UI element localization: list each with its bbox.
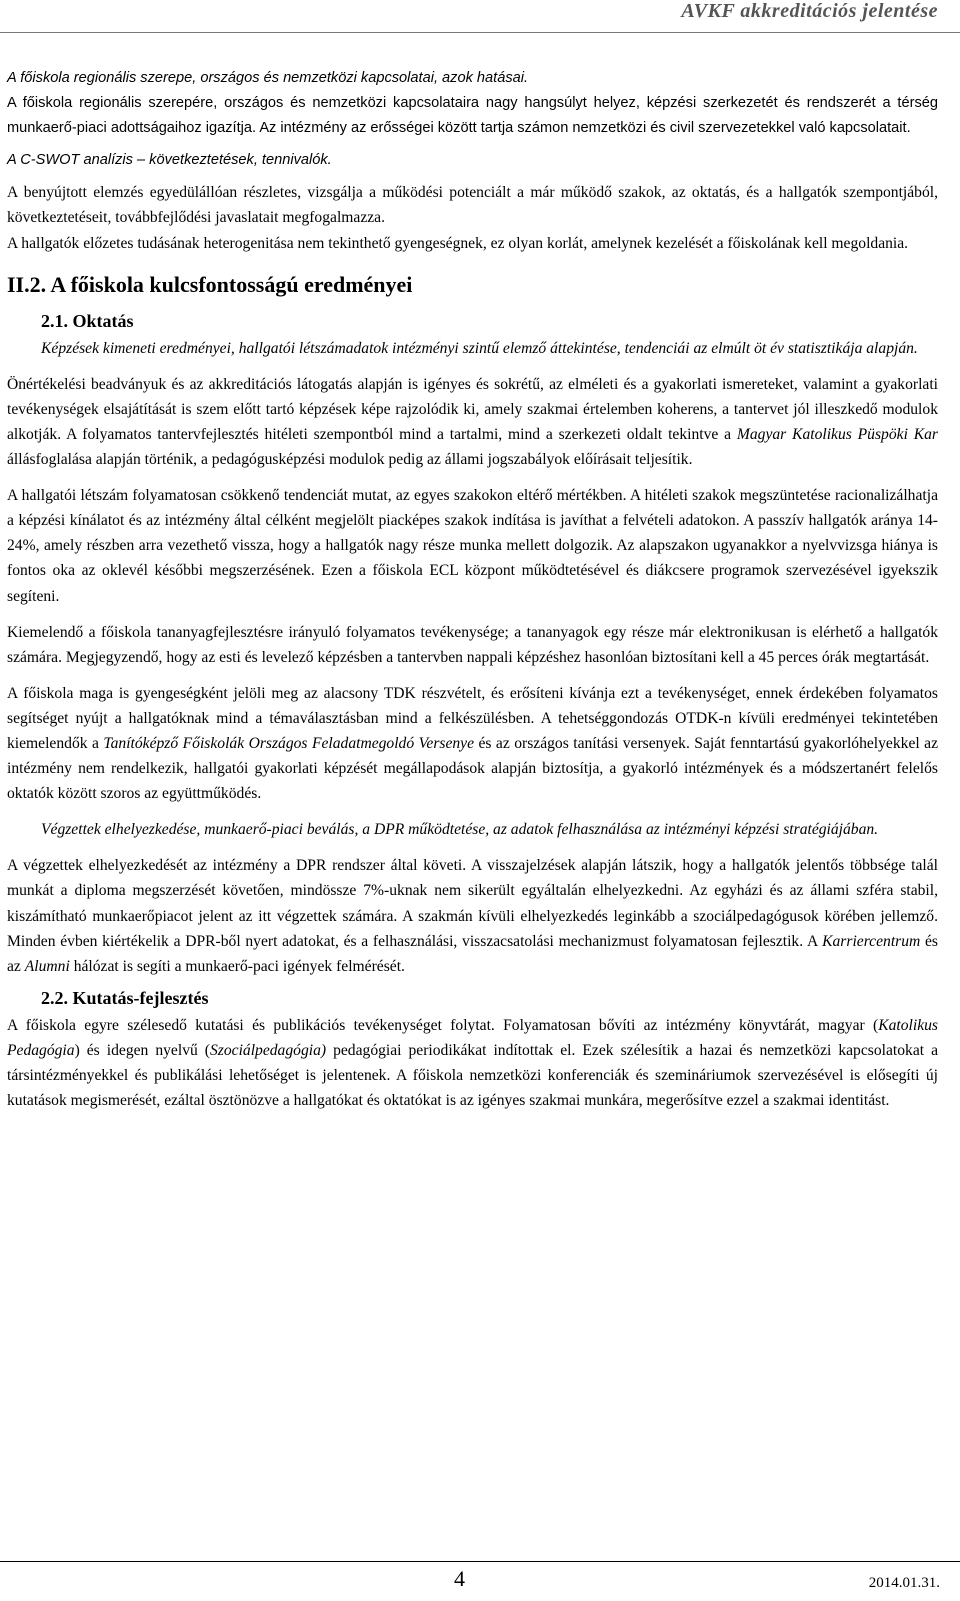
text-oktatas-1a: Önértékelési beadványuk és az akkreditációs látogatás alapján is igényes és sokrétű, az elméleti és a gyakorlati ismereteket, valamint a gyakorlati tevékenységek elsajátítását is szem előtt tartó képzések képe rajzolódik ki, amely szakmai értelemben koherens, a tantervet jól illeszkedő modulok alkotják. A folyamatos tantervfejlesztés hitéleti szempontból mind a tartalmi, mind a szerkezeti oldalt tekintve a (7, 375, 938, 443)
text-oktatas-1-italic: Magyar Katolikus Püspöki Kar (736, 425, 938, 443)
paragraph-oktatas-3: Kiemelendő a főiskola tananyagfejlesztésre irányuló folyamatos tevékenysége; a tananyagok egy része már elektronikusan is elérhető a hallgatók számára. Megjegyzendő, hogy az esti és levelező képzésben a tantervben nappali képzéshez hasonlóan biztosítani kell a 45 perces órák megtartását. (7, 623, 938, 666)
subsection-title-kutatas: 2.2. Kutatás-fejlesztés (41, 987, 209, 1008)
text-kutatas-mid: ) és idegen nyelvű ( (74, 1041, 210, 1059)
page-number: 4 (454, 1566, 465, 1591)
paragraph-regional (7, 91, 938, 141)
section-title: II.2. A főiskola kulcsfontosságú eredményei (7, 271, 413, 297)
block-heading-regional: A főiskola regionális szerepe, országos és nemzetközi kapcsolatai, azok hatásai. (7, 70, 529, 86)
intro-vegzettek: Végzettek elhelyezkedése, munkaerő-piaci beválás, a DPR működtetése, az adatok felhasználása az intézményi képzési stratégiájában. (41, 821, 879, 839)
paragraph-oktatas-4 (7, 681, 938, 806)
text-oktatas-4a: A főiskola maga is gyengeségként jelöli meg az alacsony TDK részvételt, és erősíteni kívánja ezt a tevékenységet, ennek érdekében folyamatos segítséget nyújt a hallgatóknak mind a témaválasztásban mind a felkészülésben. A tehetséggondozás OTDK-n kívüli eredményei tekintetében kiemelendők a (7, 684, 938, 752)
text-oktatas-4b: és az országos tanítási versenyek. Saját fenntartású gyakorlóhelyekkel az intézmény nem rendelkezik, hallgatói gyakorlati képzését megállapodások alapján biztosítja, a gyakorló intézmények és a módszertanért felelős oktatók között szoros az együttműködés. (7, 734, 938, 803)
footer-rule (0, 1561, 960, 1562)
text-regional-b: Az intézmény az erősségei között tartja számon nemzetközi és civil szervezetekkel való kapcsolatait. (259, 120, 911, 137)
paragraph-kutatas (7, 1013, 938, 1113)
paragraph-cswot-2: A hallgatók előzetes tudásának heterogenitása nem tekinthető gyengeségnek, ez olyan korlát, amelynek kezelését a főiskolának kell megoldania. (7, 234, 909, 252)
paragraph-oktatas-2: A hallgatói létszám folyamatosan csökkenő tendenciát mutat, az egyes szakokon eltérő mértékben. A hitéleti szakok megszüntetése racionalizálhatja a képzési kínálatot és az intézmény által célként megjelölt piacképes szakok indítása is javíthat a felvételi adatokon. A passzív hallgatók aránya 14-24%, amely részben arra vezethető vissza, hogy a hallgatók nagy része munka mellett dolgozik. Az alapszakon ugyanakkor a nyelvvizsga hiánya is fontos oka az oklevél későbbi megszerzésének. Ezen a főiskola ECL központ működtetésével és diákcsere programok szervezésével igyekszik segíteni. (7, 487, 938, 605)
text-kutatas-b: pedagógiai periodikákat indítottak el. Ezek szélesítik a hazai és nemzetközi kapcsolatokat a társintézményekkel és publikálási lehetőséget is jelentenek. A főiskola nemzetközi konferenciák és szemináriumok szervezésével is elősegíti új kutatások megismerését, ezáltal ösztönözve a hallgatókat és oktatókat is az igényes szakmai munkára, megerősítve ezzel a szakmai identitást. (7, 1041, 939, 1110)
subsection-title-oktatas: 2.1. Oktatás (41, 310, 134, 331)
header-rule (0, 32, 960, 33)
intro-oktatas: Képzések kimeneti eredményei, hallgatói létszámadatok intézményi szintű elemző áttekintése, tendenciái az elmúlt öt év statisztikája alapján. (41, 339, 918, 357)
text-vegzettek-italic-2: Alumni (24, 957, 70, 975)
footer-date: 2014.01.31. (868, 1575, 940, 1591)
block-heading-cswot: A C-SWOT analízis – következtetések, tennivalók. (7, 152, 332, 169)
text-vegzettek-b: hálózat is segíti a munkaerő-paci igények felmérését. (69, 957, 405, 975)
text-vegzettek-mid: és az (7, 932, 939, 975)
text-oktatas-1b: állásfoglalása alapján történik, a pedagógusképzési modulok pedig az állami jogszabályok előírásait teljesítik. (7, 451, 693, 469)
text-oktatas-4-italic: Tanítóképző Főiskolák Országos Feladatmegoldó Versenye (103, 734, 475, 752)
text-kutatas-a: A főiskola egyre szélesedő kutatási és publikációs tevékenységet folytat. Folyamatosan bővíti az intézmény könyvtárát, magyar ( (7, 1016, 879, 1034)
paragraph-cswot-1: A benyújtott elemzés egyedülállóan részletes, vizsgálja a működési potenciált a már működő szakok, az oktatás, és a hallgatók szempontjából, következtetéseit, továbbfejlődési javaslatait megfogalmazza. (7, 184, 938, 227)
text-kutatas-italic-2: Szociálpedagógia) (210, 1041, 327, 1059)
text-vegzettek-italic-1: Karriercentrum (822, 932, 921, 950)
text-vegzettek-a: A végzettek elhelyezkedését az intézmény a DPR rendszer által követi. A visszajelzések alapján látszik, hogy a hallgatók jelentős többsége talál munkát a diploma megszerzését követően, mindössze 7%-uknak nem sikerült egyáltalán elhelyezkedni. Az egyházi és az állami szféra stabil, kiszámítható munkaerőpiacot jelent az itt végzettek számára. A szakmán kívüli elhelyezkedés leginkább a szociálpedagógusok körében jellemző. Minden évben kiértékelik a DPR-ből nyert adatokat, és a felhasználási, visszacsatolási mechanizmust folyamatosan fejlesztik. A (7, 857, 938, 950)
running-header: AVKF akkreditációs jelentése (681, 0, 938, 22)
paragraph-vegzettek (7, 853, 938, 978)
text-regional-a: A főiskola regionális szerepére, országos és nemzetközi kapcsolataira nagy hangsúlyt helyez, képzési szerkezetét és rendszerét a térség munkaerő-piaci adottságaihoz igazítja. (7, 95, 938, 137)
text-kutatas-italic-1: Katolikus Pedagógia (7, 1016, 938, 1059)
document-body (7, 66, 938, 1113)
paragraph-oktatas-1 (7, 372, 938, 472)
